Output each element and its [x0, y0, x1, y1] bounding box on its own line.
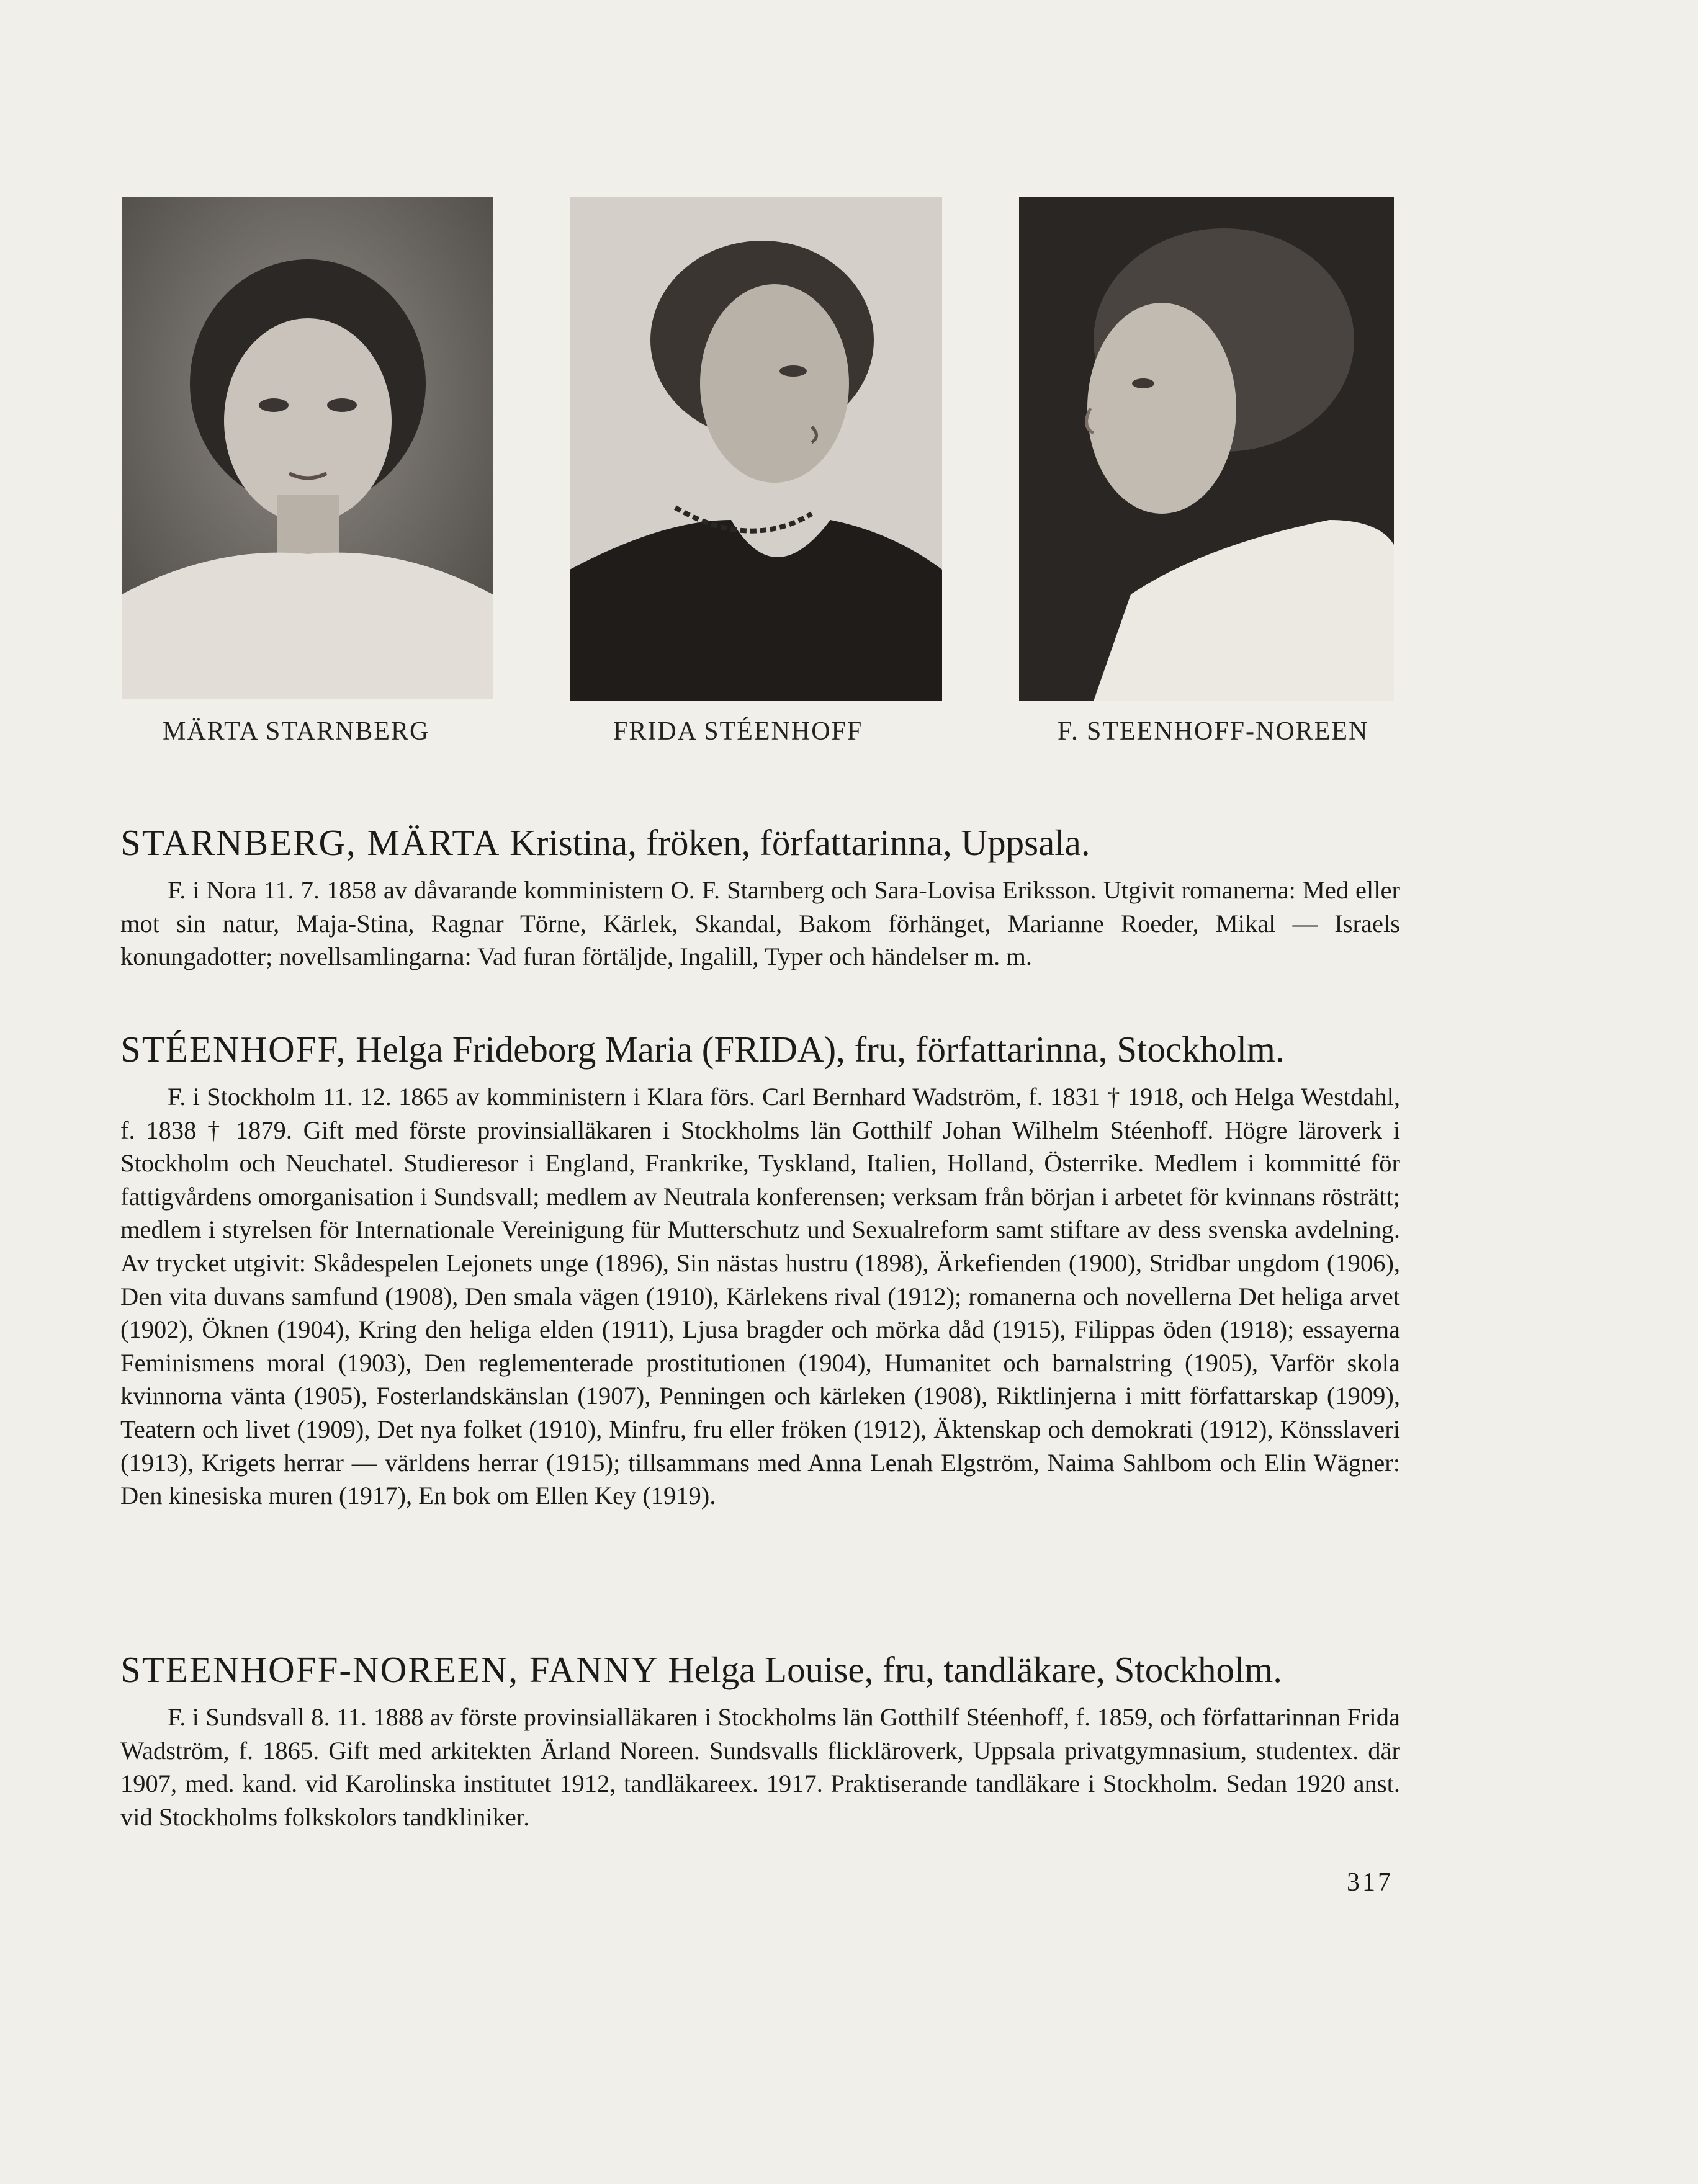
page-number: 317 [1347, 1868, 1393, 1897]
entry-heading [120, 820, 1400, 865]
portrait-marta-starnberg [122, 197, 493, 699]
entry-heading [120, 1027, 1400, 1072]
caption-frida-steenhoff: FRIDA STÉENHOFF [613, 717, 863, 746]
caption-marta-starnberg: MÄRTA STARNBERG [163, 717, 430, 746]
entry-steenhoff [120, 1027, 1400, 1513]
entry-starnberg [120, 820, 1400, 973]
entry-heading-rest: Kristina, fröken, författarinna, Uppsala. [500, 822, 1090, 863]
entry-steenhoff-noreen [120, 1647, 1400, 1833]
portrait-frida-steenhoff [570, 197, 942, 701]
entry-heading-rest: Helga Frideborg Maria (FRIDA), fru, författarinna, Stockholm. [346, 1029, 1285, 1070]
entry-body: F. i Stockholm 11. 12. 1865 av komministern i Klara förs. Carl Bernhard Wadström, f. 1831 † 1918, och Helga Westdahl, f. 1838 † 1879. Gift med förste provinsialläkaren i Stockholms län Gotthilf Johan Wilhelm Stéenhoff. Högre läroverk i Stockholm och Neuchatel. Studieresor i England, Frankrike, Tyskland, Italien, Holland, Österrike. Medlem i kommitté för fattigvårdens omorganisation i Sundsvall; medlem av Neutrala konferensen; verksam från början i arbetet för kvinnans rösträtt; medlem i styrelsen för Internationale Vereinigung für Mutterschutz und Sexualreform samt stiftare av dess svenska avdelning. Av trycket utgivit: Skådespelen Lejonets unge (1896), Sin nästas hustru (1898), Ärkefienden (1900), Stridbar ungdom (1906), Den vita duvans samfund (1908), Den smala vägen (1910), Kärlekens rival (1912); romanerna och novellerna Det heliga arvet (1902), Öknen (1904), Kring den heliga elden (1911), Ljusa bragder och mörka dåd (1915), Filippas öden (1918); essayerna Feminismens moral (1903), Den reglementerade prostitutionen (1904), Humanitet och barnalstring (1905), Varför skola kvinnorna vänta (1905), Fosterlandskänslan (1907), Penningen och kärleken (1908), Riktlinjerna i mitt författarskap (1909), Teatern och livet (1909), Det nya folket (1910), Minfru, fru eller fröken (1912), Äktenskap och demokrati (1912), Könsslaveri (1913), Krigets herrar — världens herrar (1915); tillsammans med Anna Lenah Elgström, Naima Sahlbom och Elin Wägner: Den kinesiska muren (1917), En bok om Ellen Key (1919). [120, 1083, 1400, 1510]
entry-name: STÉENHOFF, [120, 1029, 347, 1070]
entry-body: F. i Nora 11. 7. 1858 av dåvarande komministern O. F. Starnberg och Sara-Lovisa Eriksson. Utgivit romanerna: Med eller mot sin natur, Maja-Stina, Ragnar Törne, Kärlek, Skandal, Bakom förhänget, Marianne Roeder, Mikal — Israels konungadotter; novellsamlingarna: Vad furan förtäljde, Ingalill, Typer och händelser m. m. [120, 876, 1400, 971]
entry-name: STEENHOFF-NOREEN, FANNY [120, 1649, 659, 1690]
entry-name: STARNBERG, MÄRTA [120, 822, 501, 863]
entry-heading [120, 1647, 1400, 1692]
caption-f-steenhoff-noreen: F. STEENHOFF-NOREEN [1058, 717, 1369, 746]
portrait-f-steenhoff-noreen [1019, 197, 1394, 701]
entry-heading-rest: Helga Louise, fru, tandläkare, Stockholm. [658, 1649, 1283, 1690]
entry-body: F. i Sundsvall 8. 11. 1888 av förste provinsialläkaren i Stockholms län Gotthilf Stéenhoff, f. 1859, och författarinnan Frida Wadström, f. 1865. Gift med arkitekten Ärland Noreen. Sundsvalls flickläroverk, Uppsala privatgymnasium, studentex. där 1907, med. kand. vid Karolinska institutet 1912, tandläkareex. 1917. Praktiserande tandläkare i Stockholm. Sedan 1920 anst. vid Stockholms folkskolors tandkliniker. [120, 1703, 1400, 1831]
